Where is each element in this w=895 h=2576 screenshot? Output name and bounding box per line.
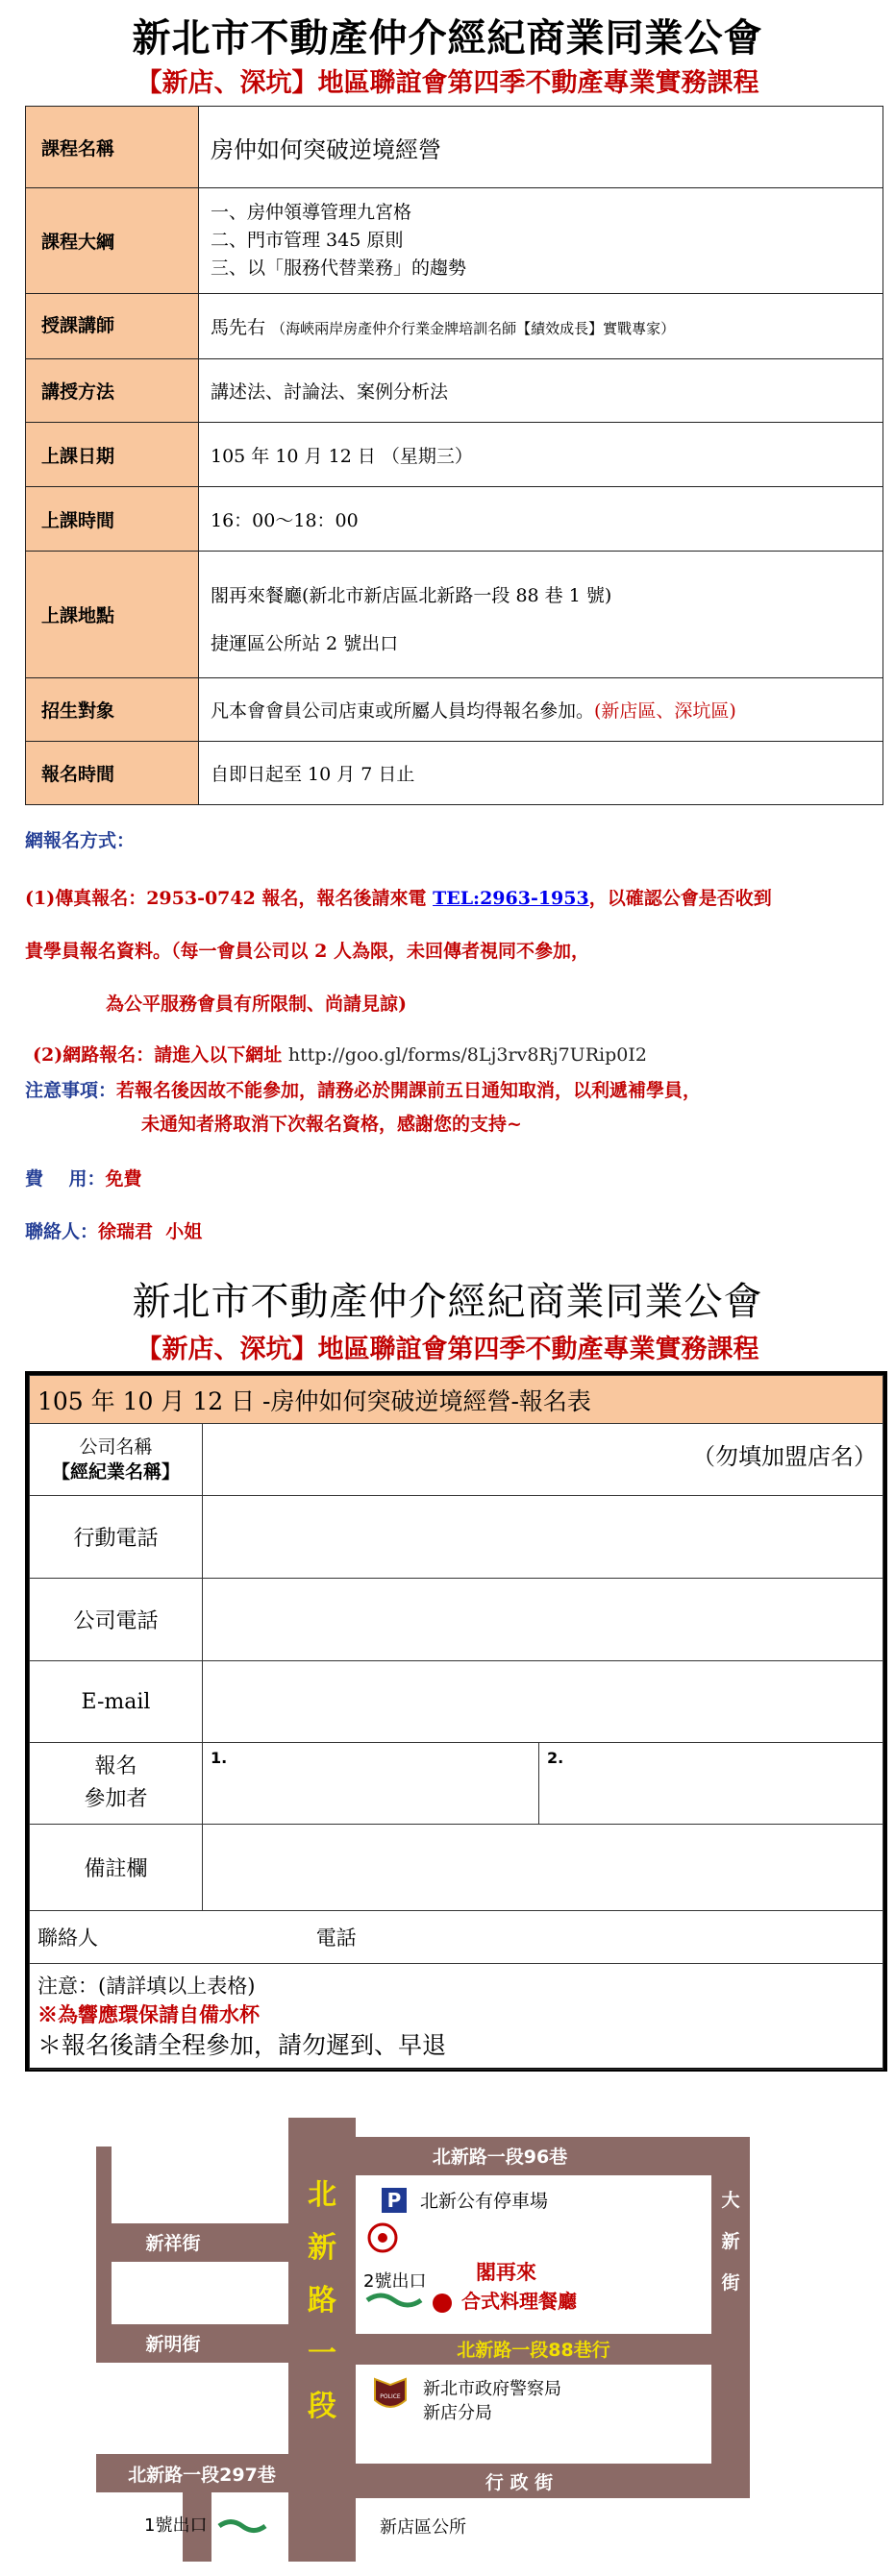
target-value [199, 678, 883, 742]
phone-input[interactable] [203, 1579, 883, 1661]
fax-text: (1)傳真報名：2953-0742 報名，報名後請來電 [25, 888, 434, 909]
label-daxin-char: 街 [721, 2272, 740, 2294]
time-label: 上課時間 [26, 487, 199, 552]
police-badge-text: POLICE [380, 2393, 401, 2400]
instructor-value [199, 294, 883, 359]
instructor-label: 授課講師 [26, 294, 199, 359]
form-head: 105 年 10 月 12 日 -房仲如何突破逆境經營-報名表 [30, 1376, 883, 1424]
mobile-input[interactable] [203, 1496, 883, 1579]
course-table [25, 106, 883, 805]
fax-line1 [25, 884, 772, 910]
contact-row[interactable] [30, 1911, 883, 1964]
label-beixin-char: 北 [308, 2178, 336, 2212]
remark-input[interactable] [203, 1825, 883, 1911]
label-daxin-vertical [721, 2189, 739, 2294]
label-police-2: 新店分局 [423, 2403, 492, 2423]
attendee-slot-1[interactable]: 1. [203, 1743, 539, 1825]
method-title: 網報名方式： [25, 830, 136, 851]
fax-text2: ，以確認公會是否收到 [588, 888, 772, 909]
deadline-label: 報名時間 [26, 742, 199, 805]
label-beixin-char: 路 [308, 2284, 336, 2318]
contact-value: 徐瑞君 小姐 [98, 1221, 203, 1242]
label-daxin-char: 新 [721, 2231, 740, 2252]
metro-wave-icon-2 [219, 2522, 265, 2531]
notice-line2: 未通知者將取消下次報名資格，感謝您的支持~ [141, 1114, 522, 1135]
notice-title: 注意事項： [25, 1080, 117, 1101]
location-line1: 閣再來餐廳(新北市新店區北新路一段 88 巷 1 號) [211, 584, 612, 606]
fee-value: 免費 [105, 1168, 142, 1190]
method-label: 講授方法 [26, 359, 199, 423]
target-area: (新店區、深坑區) [594, 700, 736, 722]
page-title: 新北市不動產仲介經紀商業同業公會 [132, 15, 763, 61]
date-label: 上課日期 [26, 423, 199, 487]
label-road-297: 北新路一段297巷 [128, 2465, 276, 2486]
fax-tel-link[interactable]: TEL:2963-1953 [433, 888, 589, 909]
attendee-slot-2[interactable]: 2. [539, 1743, 883, 1825]
label-parking: 北新公有停車場 [420, 2191, 549, 2212]
location-label: 上課地點 [26, 552, 199, 678]
page-subtitle: 【新店、深坑】地區聯誼會第四季不動產專業實務課程 [136, 68, 759, 98]
metro-logo-dot [378, 2233, 387, 2243]
label-xingzheng: 行 政 街 [485, 2472, 554, 2493]
note-3: ＊報名後請全程參加，請勿遲到、早退 [37, 2030, 447, 2059]
time-value: 16：00～18：00 [199, 487, 883, 552]
form-notes [30, 1964, 883, 2070]
note-2: ※為響應環保請自備水杯 [37, 2001, 260, 2026]
attendee-label-1: 報名 [94, 1754, 137, 1779]
method-value: 講述法、討論法、案例分析法 [199, 359, 883, 423]
phone-label: 公司電話 [30, 1579, 203, 1661]
remark-label: 備註欄 [30, 1825, 203, 1911]
email-label: E-mail [30, 1661, 203, 1743]
notice-line1 [25, 1076, 701, 1102]
course-name-value: 房仲如何突破逆境經營 [199, 107, 883, 188]
attendee-label-2: 參加者 [84, 1787, 148, 1811]
note-1: 注意：(請詳填以上表格) [37, 1974, 256, 1998]
location-map [96, 2118, 769, 2562]
label-police-1: 新北市政府警察局 [423, 2379, 561, 2399]
restaurant-marker-icon [433, 2294, 452, 2313]
notice-text1: 若報名後因故不能參加，請務必於開課前五日通知取消，以利遞補學員， [116, 1080, 702, 1101]
course-name-label: 課程名稱 [26, 107, 199, 188]
outline-item: 三、以「服務代替業務」的趨勢 [211, 258, 467, 279]
label-beixin-char: 新 [308, 2231, 336, 2265]
label-exit2: 2號出口 [363, 2271, 427, 2292]
label-district-office: 新店區公所 [380, 2517, 466, 2538]
online-line [33, 1041, 647, 1067]
instructor-name: 馬先右 [211, 317, 266, 338]
instructor-note: （海峽兩岸房產仲介行業金牌培訓名師【績效成長】實戰專家） [271, 320, 676, 337]
parking-icon-letter: P [386, 2189, 402, 2212]
company-input[interactable] [203, 1424, 883, 1496]
date-value: 105 年 10 月 12 日 （星期三） [199, 423, 883, 487]
email-input[interactable] [203, 1661, 883, 1743]
fee-line [25, 1165, 141, 1190]
attendee-label [30, 1743, 203, 1825]
label-beixin-char: 段 [308, 2390, 336, 2423]
form-subtitle: 【新店、深坑】地區聯誼會第四季不動產專業實務課程 [136, 1335, 759, 1364]
outline-item: 一、房仲領導管理九宮格 [211, 202, 412, 223]
form-contact-phone-label: 電話 [315, 1926, 357, 1950]
registration-form [25, 1371, 887, 2072]
company-hint: （勿填加盟店名） [692, 1443, 877, 1470]
label-daxin-char: 大 [721, 2190, 740, 2211]
fax-line2: 貴學員報名資料。（每一會員公司以 2 人為限，未回傳者視同不參加， [25, 941, 589, 962]
label-road-96: 北新路一段96巷 [432, 2147, 568, 2168]
label-restaurant-2: 合式料理餐廳 [461, 2290, 577, 2313]
metro-wave-icon [367, 2295, 421, 2305]
target-label: 招生對象 [26, 678, 199, 742]
company-label [30, 1424, 203, 1496]
fax-line3: 為公平服務會員有所限制、尚請見諒) [106, 994, 407, 1015]
label-xinming: 新明街 [145, 2334, 201, 2355]
course-outline [199, 188, 883, 294]
label-xinxiang: 新祥街 [145, 2233, 201, 2254]
fee-label: 費 用： [25, 1168, 106, 1190]
deadline-value: 自即日起至 10 月 7 日止 [199, 742, 883, 805]
online-text: (2)網路報名：請進入以下網址 [33, 1044, 288, 1066]
outline-item: 二、門市管理 345 原則 [211, 230, 404, 251]
target-text: 凡本會會員公司店東或所屬人員均得報名參加。 [211, 700, 595, 722]
mobile-label: 行動電話 [30, 1496, 203, 1579]
contact-label: 聯絡人： [25, 1221, 99, 1242]
label-exit1: 1號出口 [144, 2515, 208, 2536]
contact-line [25, 1217, 202, 1243]
label-beixin-char: 一 [308, 2337, 336, 2370]
form-title: 新北市不動產仲介經紀商業同業公會 [132, 1280, 763, 1324]
location-value [199, 552, 883, 678]
label-restaurant-1: 閣再來 [476, 2261, 536, 2284]
form-contact-label: 聯絡人 [37, 1926, 98, 1950]
course-outline-label: 課程大綱 [26, 188, 199, 294]
location-line2: 捷運區公所站 2 號出口 [211, 632, 399, 654]
company-label-1: 公司名稱 [79, 1436, 153, 1458]
company-label-2: 【經紀業名稱】 [51, 1461, 180, 1483]
online-url-link[interactable]: http://goo.gl/forms/8Lj3rv8Rj7URip0I2 [287, 1044, 647, 1066]
label-road-88: 北新路一段88巷行 [457, 2340, 610, 2361]
